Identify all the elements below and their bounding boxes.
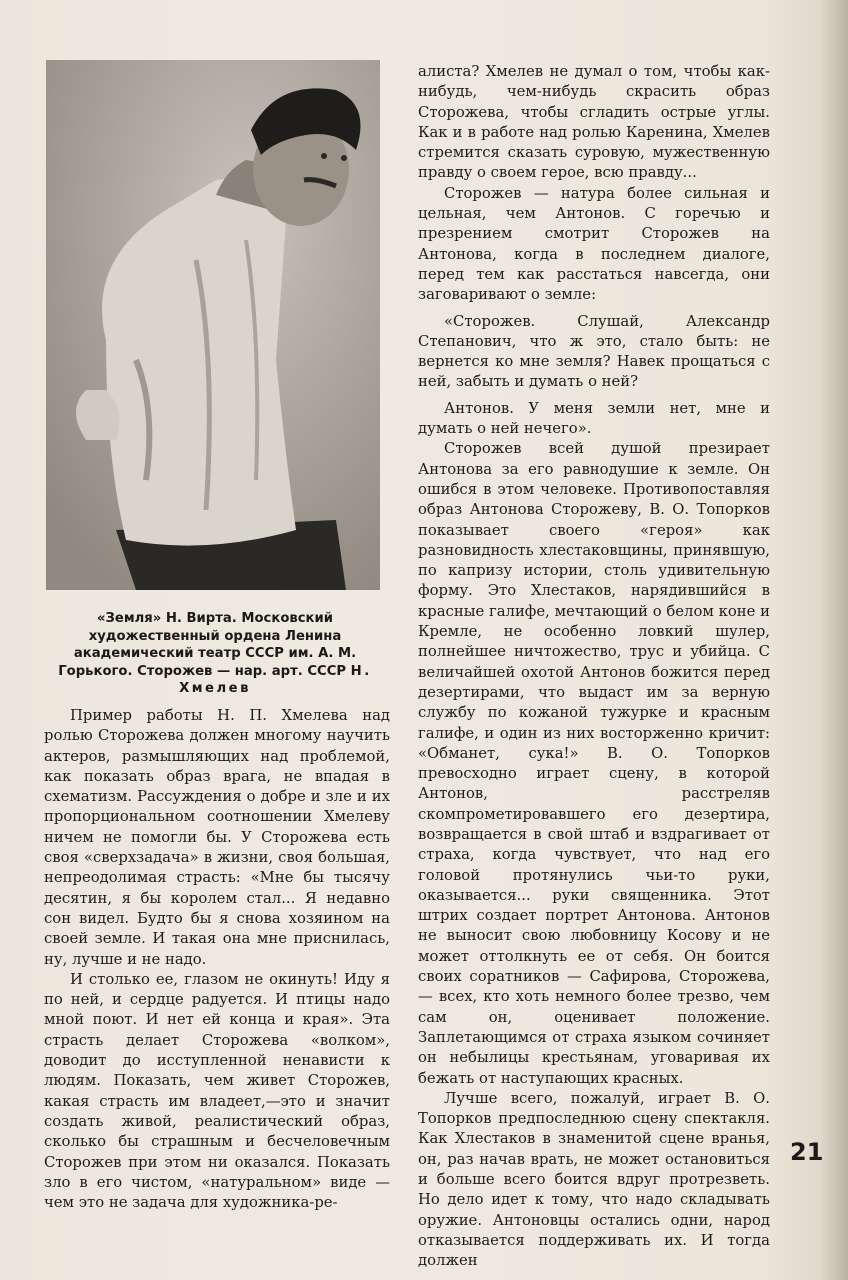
caption-text: «Земля» Н. Вирта. Московский художественный ордена Ленина академический театр СССР им. А. М. Горького. Сторожев — нар. арт. СССР [58, 611, 357, 679]
paragraph: алиста? Хмелев не думал о том, чтобы как-нибудь, чем-нибудь скрасить образ Сторожева, чтобы сгладить острые углы. Как и в работе над ролью Каренина, Хмелев стремится сказать суровую, мужественную правду о своем герое, всю правду... [418, 63, 770, 182]
paragraph: Лучше всего, пожалуй, играет В. О. Топорков предпоследнюю сцену спектакля. Как Хлестаков в знаменитой сцене вранья, он, раз начав врать, не может остановиться и больше всего боится вдруг протрезветь. Но дело идет к тому, что надо складывать оружие. Антоновцы остались одни, народ отказывается поддерживать их. И тогда должен [418, 1089, 770, 1270]
page-edge [822, 0, 848, 1280]
left-column [44, 706, 390, 1213]
actor-photo [46, 60, 380, 590]
dialogue-paragraph: «Сторожев. Слушай, Александр Степанович, что ж это, стало быть: не вернется ко мне земля? Навек прощаться с ней, забыть и думать о ней? [418, 312, 770, 391]
page-number: 21 [790, 1138, 824, 1166]
photo-caption [50, 610, 380, 698]
photo-portrait-icon [46, 60, 380, 590]
paragraph: Сторожев всей душой презирает Антонова за его равнодушие к земле. Он ошибся в этом человеке. Противопоставляя образ Антонова Сторожеву, В. О. Топорков показывает своего «героя» как разновидность хлестаковщины, принявшую, по капризу истории, столь удивительную форму. Это Хлестаков, нарядившийся в красные галифе, мечтающий о белом коне и Кремле, не особенно ловкий шулер, полнейшее ничтожество, трус и убийца. С величайшей охотой Антонов божится перед дезертирами, что выдаст им за верную службу по кожаной тужурке и красным галифе, и один из них восторженно кричит: «Обманет, сука!» В. О. Топорков превосходно играет сцену, в которой Антонов, расстреляв скомпрометировавшего его дезертира, возвращается в свой штаб и вздрагивает от страха, когда чувствует, что над его головой протянулись чьи-то руки, оказывается... руки священника. Этот штрих создает портрет Антонова. Антонов не выносит свою любовницу Косову и не может оттолкнуть ее от себя. Он боится своих соратников — Сафирова, Сторожева, — всех, кто хоть немного более трезво, чем сам он, оценивает положение. Заплетающимся от страха языком сочиняет он небылицы крестьянам, уговаривая их бежать от наступающих красных. [418, 440, 770, 1087]
paragraph: Пример работы Н. П. Хмелева над ролью Сторожева должен многому научить актеров, размышляющих над проблемой, как показать образ врага, не впадая в схематизм. Рассуждения о добре и зле и их пропорциональном соотношении Хмелеву ничем не помогли бы. У Сторожева есть своя «сверхзадача» в жизни, своя большая, непреодолимая страсть: «Мне бы тысячу десятин, я бы королем стал... Я недавно сон видел. Будто бы я снова хозяином на своей земле. И такая она мне приснилась, ну, лучше и не надо. [44, 707, 390, 968]
dialogue-paragraph: Антонов. У меня земли нет, мне и думать о ней нечего». [418, 399, 770, 438]
paragraph: И столько ее, глазом не окинуть! Иду я по ней, и сердце радуется. И птицы надо мной поют. И нет ей конца и края». Эта страсть делает Сторожева «волком», доводит до исступленной ненависти к людям. Показать, чем живет Сторожев, какая страсть им владеет,—это и значит создать живой, реалистический образ, сколько бы страшным и бесчеловечным Сторожев при этом ни оказался. Показать зло в его чистом, «натуральном» виде — чем это не задача для художника-ре- [44, 970, 390, 1212]
caption-actor-name: Н. Хмелев [179, 663, 372, 696]
paragraph: Сторожев — натура более сильная и цельная, чем Антонов. С горечью и презрением смотрит Сторожев на Антонова, когда в последнем диалоге, перед тем как расстаться навсегда, они заговаривают о земле: [418, 184, 770, 304]
right-column [418, 62, 770, 1272]
